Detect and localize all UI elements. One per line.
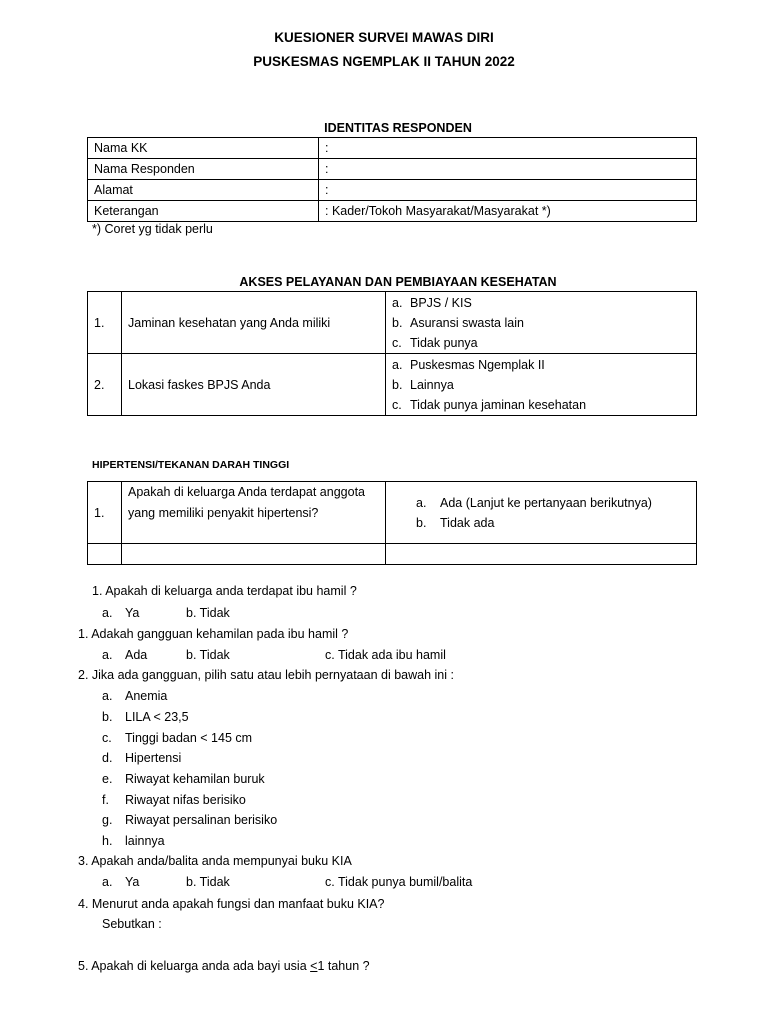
hipertensi-table [87, 481, 697, 565]
table-row [88, 482, 697, 544]
option-ada[interactable]: Ada [125, 648, 148, 662]
empty-cell [122, 544, 386, 565]
document-title-line2: PUSKESMAS NGEMPLAK II TAHUN 2022 [253, 54, 515, 69]
question-buku-kia: 3. Apakah anda/balita anda mempunyai buku KIA [78, 854, 352, 868]
akses-heading: AKSES PELAYANAN DAN PEMBIAYAAN KESEHATAN [239, 275, 557, 289]
question-bayi: 5. Apakah di keluarga anda ada bayi usia <1 tahun ? [78, 959, 370, 973]
akses-table [87, 291, 697, 416]
option-ya[interactable]: Ya [125, 875, 140, 889]
hipertensi-options [386, 482, 697, 544]
identitas-value[interactable]: : [319, 159, 697, 180]
identitas-label: Keterangan [88, 201, 319, 222]
identitas-label: Alamat [88, 180, 319, 201]
table-row [88, 544, 697, 565]
empty-cell [386, 544, 697, 565]
question-jika-gangguan: 2. Jika ada gangguan, pilih satu atau lebih pernyataan di bawah ini : [78, 668, 454, 682]
option-tidak-punya[interactable]: c. Tidak punya bumil/balita [325, 875, 473, 889]
option-tidak[interactable]: b. Tidak [186, 875, 230, 889]
option-item[interactable]: b. Lainnya [392, 377, 454, 392]
identitas-note: *) Coret yg tidak perlu [92, 222, 213, 236]
option-item[interactable]: a. BPJS / KIS [392, 295, 472, 310]
document-title-line1: KUESIONER SURVEI MAWAS DIRI [274, 30, 494, 45]
option-item[interactable]: c. Tidak punya [392, 335, 478, 350]
table-row [88, 354, 697, 416]
table-row [88, 292, 697, 354]
option-label: a. [102, 875, 113, 889]
table-row [88, 180, 697, 201]
option-item[interactable]: c. Tidak punya jaminan kesehatan [392, 397, 587, 412]
question-fungsi-kia: 4. Menurut anda apakah fungsi dan manfaat buku KIA? [78, 897, 385, 911]
akses-options [386, 354, 697, 416]
table-row [88, 159, 697, 180]
option-item[interactable]: b. Asuransi swasta lain [392, 315, 524, 330]
akses-options [386, 292, 697, 354]
hipertensi-heading: HIPERTENSI/TEKANAN DARAH TINGGI [92, 459, 290, 471]
identitas-value[interactable]: : [319, 138, 697, 159]
identitas-heading: IDENTITAS RESPONDEN [324, 121, 472, 135]
option-item[interactable]: a. Ada (Lanjut ke pertanyaan berikutnya) [416, 495, 652, 510]
hipertensi-question: Apakah di keluarga Anda terdapat anggota yang memiliki penyakit hipertensi? [122, 482, 386, 544]
option-tidak[interactable]: b. Tidak [186, 648, 230, 662]
option-tidak[interactable]: b. Tidak [186, 606, 230, 620]
sebutkan-label: Sebutkan : [102, 917, 162, 931]
empty-cell [88, 544, 122, 565]
table-row [88, 138, 697, 159]
akses-no: 1. [88, 292, 122, 354]
identitas-table [87, 137, 697, 222]
hipertensi-no: 1. [88, 482, 122, 544]
table-row [88, 201, 697, 222]
identitas-value[interactable]: : Kader/Tokoh Masyarakat/Masyarakat *) [319, 201, 697, 222]
akses-no: 2. [88, 354, 122, 416]
akses-question: Jaminan kesehatan yang Anda miliki [122, 292, 386, 354]
identitas-value[interactable]: : [319, 180, 697, 201]
option-ya[interactable]: Ya [125, 606, 140, 620]
option-tidak-ada-ibu-hamil[interactable]: c. Tidak ada ibu hamil [325, 648, 446, 662]
option-item[interactable]: a. Puskesmas Ngemplak II [392, 357, 545, 372]
question-gangguan: 1. Adakah gangguan kehamilan pada ibu hamil ? [78, 627, 349, 641]
question-ibu-hamil: 1. Apakah di keluarga anda terdapat ibu hamil ? [92, 584, 357, 598]
akses-question: Lokasi faskes BPJS Anda [122, 354, 386, 416]
identitas-label: Nama Responden [88, 159, 319, 180]
option-label: a. [102, 648, 113, 662]
option-item[interactable]: b. Tidak ada [416, 515, 495, 530]
option-label: a. [102, 606, 113, 620]
identitas-label: Nama KK [88, 138, 319, 159]
